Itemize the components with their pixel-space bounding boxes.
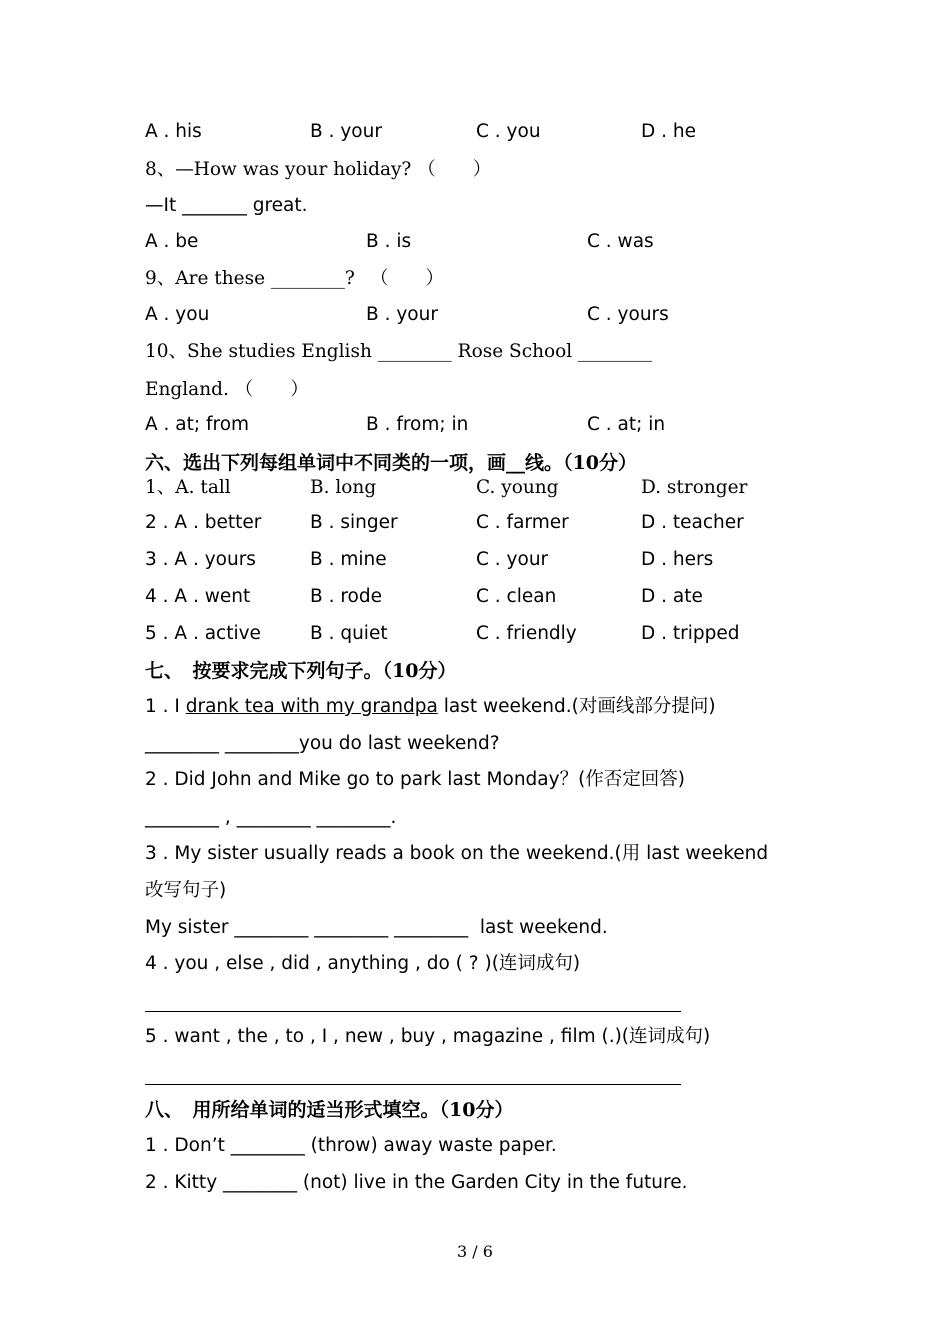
s7-q5-answer-line (145, 1084, 681, 1085)
q10-option-b: B . from; in (366, 414, 469, 435)
s7-q4-answer-line (145, 1011, 681, 1012)
s6-row3-d: D . hers (641, 549, 714, 570)
q7-option-d: D . he (641, 121, 696, 142)
s6-row4-b: B . rode (310, 586, 382, 607)
s7-q1-answer: ________ ________you do last weekend? (145, 733, 500, 754)
q8-line: —It _______ great. (145, 195, 308, 216)
section-7-title: 七、 按要求完成下列句子。（10分） (145, 660, 457, 682)
s7-q2-answer: ________ , ________ ________. (145, 807, 397, 828)
s6-row2-a: 2 . A . better (145, 512, 262, 533)
s7-q1-pre: 1 . I (145, 696, 186, 717)
q8-stem: 8、—How was your holiday? （ ） (145, 159, 492, 180)
s6-row4-c: C . clean (476, 586, 557, 607)
s7-q1-post: last weekend.(对画线部分提问) (437, 696, 716, 717)
section-8-title: 八、 用所给单词的适当形式填空。（10分） (145, 1099, 514, 1121)
s6-row2-c: C . farmer (476, 512, 569, 533)
s6-row1-b: B. long (310, 477, 377, 498)
q8-option-b: B . is (366, 231, 412, 252)
s6-row1-a: 1、A. tall (145, 477, 231, 498)
s6-row4-d: D . ate (641, 586, 703, 607)
q9-stem: 9、Are these ________? （ ） (145, 268, 444, 289)
q7-option-a: A . his (145, 121, 202, 142)
s6-row1-d: D. stronger (641, 477, 748, 498)
q10-stem: 10、She studies English ________ Rose School ________ (145, 341, 653, 362)
page-number: 3 / 6 (457, 1242, 493, 1261)
s6-row4-a: 4 . A . went (145, 586, 251, 607)
q8-option-c: C . was (587, 231, 654, 252)
s7-q2: 2 . Did John and Mike go to park last Monday？(作否定回答) (145, 769, 686, 790)
s6-row3-a: 3 . A . yours (145, 549, 256, 570)
q7-option-b: B . your (310, 121, 382, 142)
s6-row5-c: C . friendly (476, 623, 577, 644)
s7-q4: 4 . you , else , did , anything , do ( ? )(连词成句) (145, 953, 581, 974)
q9-option-c: C . yours (587, 304, 669, 325)
s6-row5-a: 5 . A . active (145, 623, 261, 644)
q9-option-a: A . you (145, 304, 210, 325)
s7-q1 (145, 695, 716, 719)
s7-q1-underlined: drank tea with my grandpa (185, 696, 438, 717)
s7-q3-cont: 改写句子) (145, 880, 227, 901)
s6-row5-b: B . quiet (310, 623, 388, 644)
s6-row2-d: D . teacher (641, 512, 744, 533)
q9-option-b: B . your (366, 304, 438, 325)
s7-q5: 5 . want , the , to , I , new , buy , magazine , film (.)(连词成句) (145, 1026, 711, 1047)
q10-option-a: A . at; from (145, 414, 250, 435)
s8-q2: 2 . Kitty ________ (not) live in the Garden City in the future. (145, 1172, 688, 1193)
q7-option-c: C . you (476, 121, 541, 142)
s6-row1-c: C. young (476, 477, 559, 498)
section-6-title: 六、选出下列每组单词中不同类的一项，画__线。（10分） (145, 452, 637, 474)
s6-row5-d: D . tripped (641, 623, 740, 644)
s6-row3-c: C . your (476, 549, 549, 570)
s6-row3-b: B . mine (310, 549, 387, 570)
s6-row2-b: B . singer (310, 512, 398, 533)
q10-stem-cont: England. （ ） (145, 379, 309, 400)
s8-q1: 1 . Don’t ________ (throw) away waste paper. (145, 1135, 557, 1156)
s7-q3-answer: My sister ________ ________ ________ last weekend. (145, 917, 608, 938)
s7-q3: 3 . My sister usually reads a book on the weekend.(用 last weekend (145, 843, 769, 864)
q8-option-a: A . be (145, 231, 199, 252)
q10-option-c: C . at; in (587, 414, 666, 435)
